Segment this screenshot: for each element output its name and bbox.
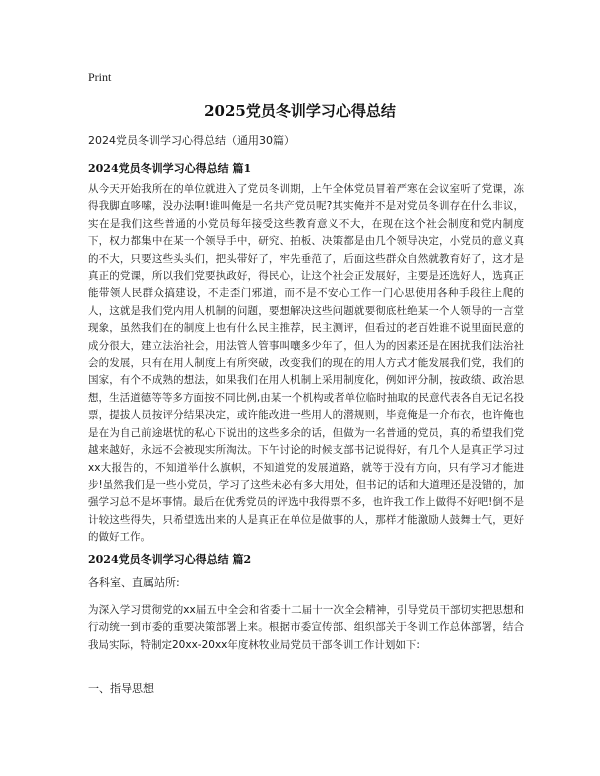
section-1-paragraph: 从今天开始我所在的单位就进入了党员冬训期，上午全体党员冒着严寒在会议室听了党课，冻得我脚直哆嗦，没办法啊!谁叫俺是一名共产党员呢?其实俺并不是对党员冬训存在什么非议，实在是我们这些普通的小党员每年接受这些教育意义不大，在现在这个社会制度和党内制度下，权力都集中在某一个领导手中，研究、拍板、决策都是由几个领导决定，小党员的意义真的不大，只要这些头头们，把头带好了，牢先垂范了，后面这些群众自然就教育好了，这才是真正的党课，所以我们党要执政好，得民心，让这个社会正发展好，主要是还选好人，选真正能带领人民群众搞建设，不走歪门邪道，而不是不安心工作一门心思使用各种手段往上爬的人，这就是我们党内用人机制的问题，要想解决这些问题就要彻底杜绝某一个人领导的一言堂现象，虽然我们在的制度上也有什么民主推荐，民主测评，但看过的老百姓谁不说里面民意的成分很大，建立法治社会，用法管人管事叫嚷多少年了，但人为的因素还是在困扰我们法治社会的发展，只有在用人制度上有所突破，改变我们的现在的用人方式才能发展我们党，我们的国家，有个不成熟的想法，如果我们在用人机制上采用制度化，例如评分制，按政绩、政治思想，生活道德等等多方面按不同比例,由某一个机构或者单位临时抽取的民意代表各自无记名投票，提拔人员按评分结果决定，或许能改进一些用人的潜规则，毕竟俺是一介布衣，也许俺也是在为自己前途堪忧的私心下说出的这些多余的话，但做为一名普通的党员，真的希望我们党越来越好，永远不会被现实所淘汰。下午讨论的时候支部书记说得好，有几个人是真正学习过xx大报告的，不知道举什么旗帜，不知道党的发展道路，就等于没有方向，只有学习才能进步!虽然我们是一些小党员，学习了这些未必有多大用处，但书记的话和大道理还是没错的，加强学习总不是坏事情。最后在优秀党员的评选中我得票不多，也许我工作上做得不好吧!倒不是计较这些得失，只希望选出来的人是真正在单位是做事的人，那样才能激励人鼓舞士气，更好的做好工作。 [88,183,524,544]
document-subtitle: 2024党员冬训学习心得总结（通用30篇） [88,134,295,147]
page-title: 2025党员冬训学习心得总结 [204,102,396,120]
section-2-subheading: 一、指导思想 [88,682,154,695]
print-link[interactable]: Print [88,70,112,84]
section-2-salutation: 各科室、直属站所: [88,576,180,589]
section-heading-1: 2024党员冬训学习心得总结 篇1 [88,162,252,175]
section-2-paragraph: 为深入学习贯彻党的xx届五中全会和省委十二届十一次全会精神，引导党员干部切实把思想和行动统一到市委的重要决策部署上来。根据市委宣传部、组织部关于冬训工作总体部署，结合我局实际，特制定20xx-20xx年度林牧业局党员干部冬训工作计划如下: [88,604,524,651]
section-heading-2: 2024党员冬训学习心得总结 篇2 [88,553,252,566]
